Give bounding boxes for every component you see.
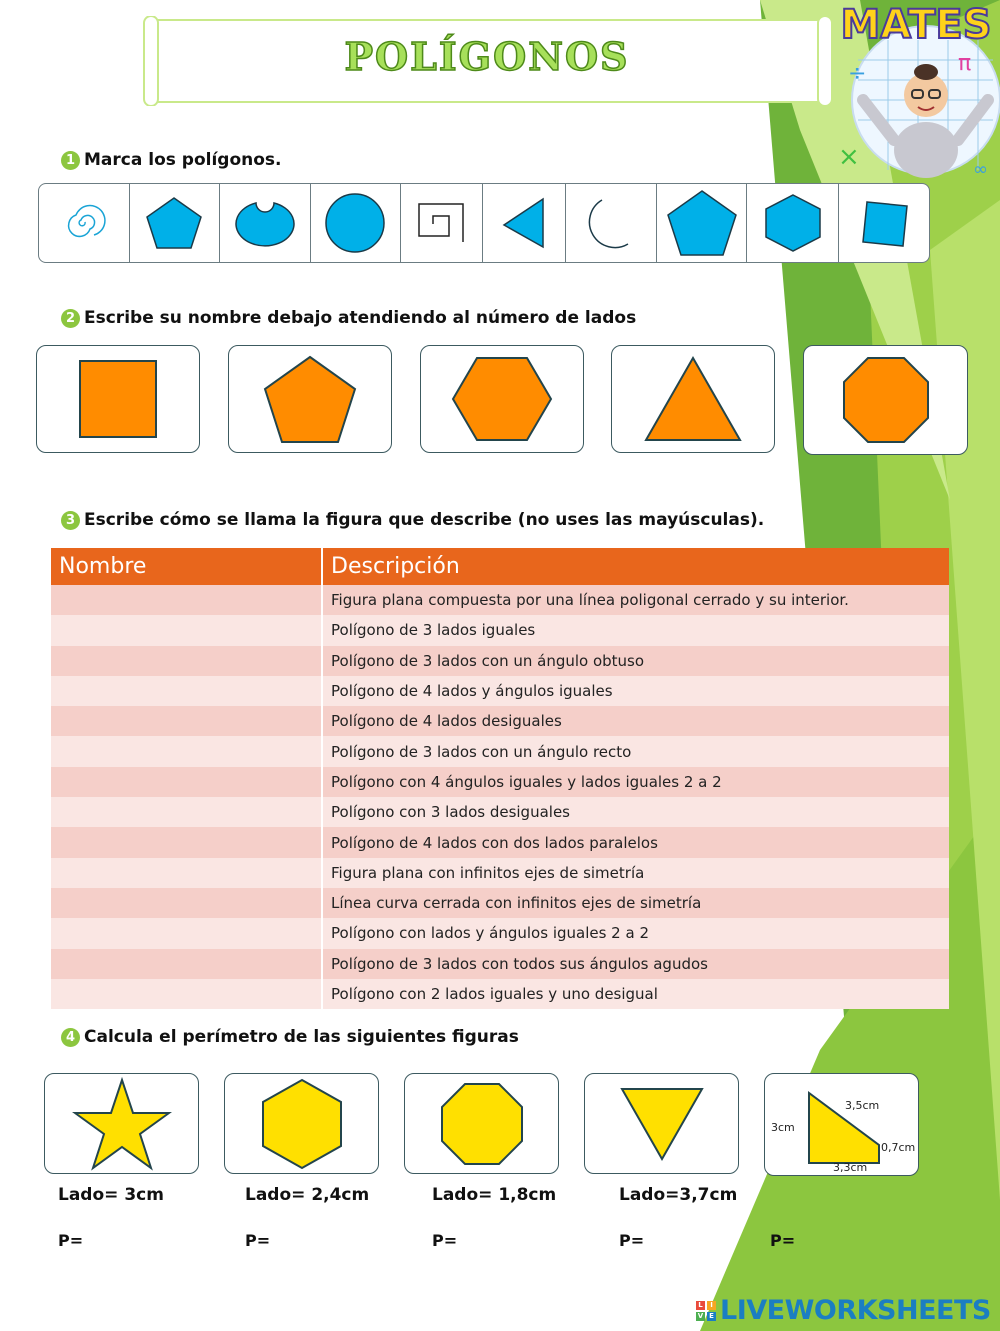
description-cell: Polígono con 4 ángulos iguales y lados iguales 2 a 2 [322,767,949,797]
perimeter-input[interactable] [795,1233,875,1251]
table-row [51,949,949,979]
answer-input[interactable] [59,827,321,857]
question-3-heading [61,510,764,530]
shape-option[interactable] [747,184,839,262]
shape-option[interactable] [657,184,747,262]
column-header-description: Descripción [322,548,949,585]
trapezoid-top-label: 3,5cm [844,1098,879,1112]
answer-input[interactable] [59,979,321,1009]
table-row [51,585,949,615]
perimeter-label: P= [58,1231,84,1250]
square-icon [858,197,910,249]
shape-option[interactable] [130,184,220,262]
question-1-heading [61,150,282,170]
question-1-text: Marca los polígonos. [84,150,282,170]
description-cell: Polígono de 3 lados con todos sus ángulos agudos [322,949,949,979]
star-icon [72,1077,172,1171]
answer-input[interactable] [59,646,321,676]
table-row [51,676,949,706]
table-row [51,918,949,948]
crescent-icon [586,196,636,250]
polygon-selection-strip [38,183,930,263]
svg-text:∞: ∞ [973,159,988,180]
description-cell: Figura plana compuesta por una línea poligonal cerrado y su interior. [322,585,949,615]
table-row [51,827,949,857]
answer-input-cell[interactable] [51,585,322,615]
svg-text:×: × [838,142,860,172]
table-row [51,979,949,1009]
answer-input[interactable] [59,949,321,979]
octagon-icon [841,355,931,445]
description-cell: Línea curva cerrada con infinitos ejes de simetría [322,888,949,918]
answer-input[interactable] [59,797,321,827]
definitions-table [51,548,949,1009]
answer-input-cell[interactable] [51,858,322,888]
figure-card [764,1073,919,1176]
answer-input[interactable] [59,676,321,706]
pentagon-icon [262,354,358,444]
answer-input-cell[interactable] [51,827,322,857]
perimeter-label: P= [245,1231,271,1250]
description-cell: Polígono con 3 lados desiguales [322,797,949,827]
answer-input-cell[interactable] [51,797,322,827]
open-square-spiral-icon [413,200,469,246]
question-number-badge: 1 [61,151,80,170]
perimeter-answer [245,1231,380,1251]
answer-input-cell[interactable] [51,615,322,645]
brand-mark-icon: L I V E [696,1301,716,1321]
svg-text:π: π [958,51,972,76]
page-title: POLÍGONOS [344,34,630,79]
trapezoid-right-label: 0,7cm [880,1140,915,1154]
trapezoid-icon [767,1077,917,1173]
shape-option[interactable] [311,184,401,262]
answer-input[interactable] [59,736,321,766]
trapezoid-left-label: 3cm [770,1120,795,1134]
description-cell: Polígono de 4 lados con dos lados paralelos [322,827,949,857]
perimeter-answer [432,1231,567,1251]
answer-input-cell[interactable] [51,767,322,797]
figure-card [224,1073,379,1174]
shape-option[interactable] [839,184,929,262]
column-header-name: Nombre [51,548,322,585]
answer-input[interactable] [59,585,321,615]
answer-input-cell[interactable] [51,979,322,1009]
table-row [51,858,949,888]
table-header-row [51,548,949,585]
perimeter-answer [770,1231,875,1251]
octagon-icon [439,1081,525,1167]
side-length-label: Lado=3,7cm [619,1185,738,1205]
answer-input-cell[interactable] [51,706,322,736]
shape-option[interactable] [483,184,567,262]
question-4-text: Calcula el perímetro de las siguientes figuras [84,1027,519,1047]
table-row [51,797,949,827]
perimeter-label: P= [619,1231,645,1250]
question-number-badge: 3 [61,511,80,530]
trapezoid-bottom-label: 3,3cm [832,1160,867,1173]
logo-title: MATES [840,2,992,48]
shape-card [36,345,200,453]
figure-card [584,1073,739,1174]
notched-circle-icon [234,197,296,249]
shape-option[interactable] [220,184,311,262]
answer-input[interactable] [59,615,321,645]
brand-name: LIVEWORKSHEETS [720,1295,991,1326]
triangle-icon [499,195,549,251]
description-cell: Polígono de 3 lados con un ángulo recto [322,736,949,766]
table-row [51,615,949,645]
hexagon-icon [451,355,553,443]
square-icon [77,358,159,440]
table-row [51,646,949,676]
answer-input-cell[interactable] [51,888,322,918]
spiral-icon [61,198,107,248]
answer-input-cell[interactable] [51,676,322,706]
question-2-heading [61,308,636,328]
side-length-label: Lado= 2,4cm [245,1185,370,1205]
side-length-label: Lado= 3cm [58,1185,164,1205]
liveworksheets-brand [696,1295,991,1326]
circle-icon [323,191,387,255]
table-row [51,888,949,918]
pentagon-icon [144,195,204,251]
perimeter-answer [619,1231,754,1251]
answer-input[interactable] [59,858,321,888]
shape-option[interactable] [566,184,657,262]
question-4-heading [61,1027,519,1047]
shape-option[interactable] [401,184,483,262]
shape-card [228,345,392,453]
perimeter-input[interactable] [270,1233,380,1251]
perimeter-label: P= [432,1231,458,1250]
perimeter-input[interactable] [644,1233,754,1251]
svg-text:÷: ÷ [848,61,867,86]
shape-option[interactable] [39,184,130,262]
description-cell: Figura plana con infinitos ejes de simetría [322,858,949,888]
perimeter-input[interactable] [457,1233,567,1251]
answer-input[interactable] [59,888,321,918]
shape-card [803,345,968,455]
pentagon-icon [666,189,738,257]
description-cell: Polígono de 3 lados iguales [322,615,949,645]
answer-input[interactable] [59,767,321,797]
question-number-badge: 2 [61,309,80,328]
description-cell: Polígono con 2 lados iguales y uno desigual [322,979,949,1009]
answer-input-cell[interactable] [51,646,322,676]
triangle-icon [643,355,743,443]
side-length-label: Lado= 1,8cm [432,1185,557,1205]
inverted-triangle-icon [619,1086,705,1162]
question-number-badge: 4 [61,1028,80,1047]
figure-card [44,1073,199,1174]
figure-card [404,1073,559,1174]
question-3-text: Escribe cómo se llama la figura que describe (no uses las mayúsculas). [84,510,765,530]
table-row [51,736,949,766]
perimeter-input[interactable] [83,1233,193,1251]
shape-card [420,345,584,453]
table-row [51,767,949,797]
description-cell: Polígono de 4 lados y ángulos iguales [322,676,949,706]
perimeter-label: P= [770,1231,796,1250]
hexagon-icon [260,1077,344,1171]
description-cell: Polígono de 4 lados desiguales [322,706,949,736]
shape-card [611,345,775,453]
hexagon-icon [762,192,824,254]
answer-input[interactable] [59,706,321,736]
answer-input-cell[interactable] [51,918,322,948]
description-cell: Polígono de 3 lados con un ángulo obtuso [322,646,949,676]
answer-input-cell[interactable] [51,949,322,979]
answer-input[interactable] [59,918,321,948]
question-2-text: Escribe su nombre debajo atendiendo al número de lados [84,308,637,328]
description-cell: Polígono con lados y ángulos iguales 2 a 2 [322,918,949,948]
table-row [51,706,949,736]
answer-input-cell[interactable] [51,736,322,766]
perimeter-answer [58,1231,193,1251]
